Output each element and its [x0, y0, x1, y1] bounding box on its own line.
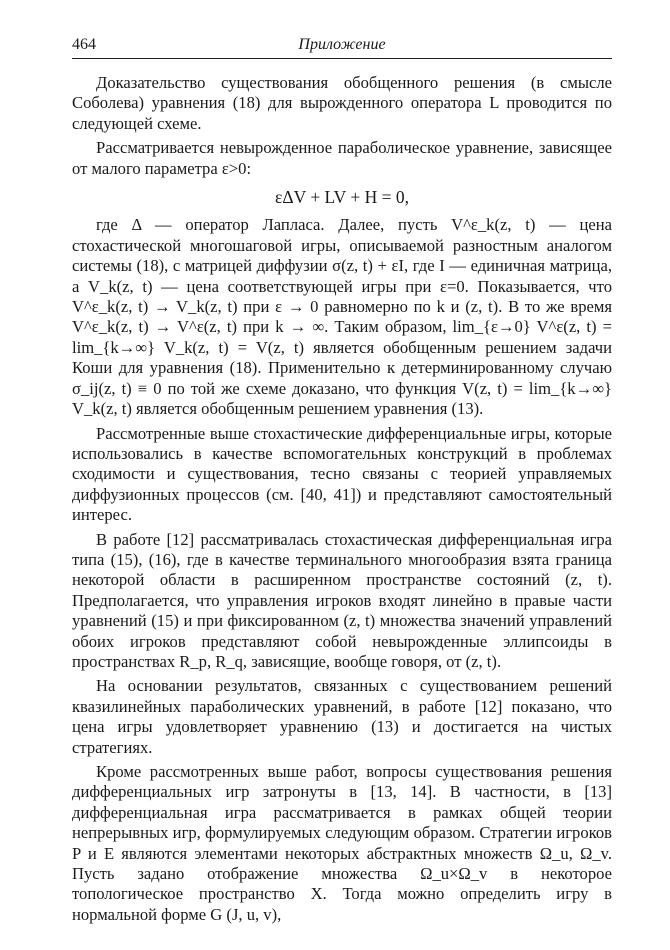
text-body — [72, 73, 612, 925]
paragraph-quasilinear: На основании результатов, связанных с существованием решений квазилинейных параболических уравнений, в работе [12] показано, что цена игры удовлетворяет уравнению (13) и достигается на чистых стратегиях. — [72, 676, 612, 757]
paragraph-stochastic-games: Рассмотренные выше стохастические дифференциальные игры, которые использовались в качестве вспомогательных конструкций в проблемах сходимости и существования, тесно связаны с теорией управляемых диффузионных процессов (см. [40, 41]) и представляют самостоятельный интерес. — [72, 423, 612, 525]
paragraph-parabolic-equation: Рассматривается невырожденное параболическое уравнение, зависящее от малого параметра ε>0: — [72, 138, 612, 178]
paragraph-work-12: В работе [12] рассматривалась стохастическая дифференциальная игра типа (15), (16), где в качестве терминального многообразия взята граница некоторой области в расширенном пространстве состояний (z, t). Предполагается, что управления игроков входят линейно в правые части уравнений (15) и при фиксированном (z, t) множества значений управлений обоих игроков представляют собой невырожденные эллипсоиды в пространствах R_p, R_q, зависящие, вообще говоря, от (z, t). — [72, 529, 612, 671]
display-formula: εΔV + LV + H = 0, — [275, 187, 409, 208]
paragraph-proof-scheme: Доказательство существования обобщенного решения (в смысле Соболева) уравнения (18) для вырожденного оператора L проводится по следующей схеме. — [72, 73, 612, 133]
paragraph-laplace-operator: где Δ — оператор Лапласа. Далее, пусть V^ε_k(z, t) — цена стохастической многошаговой игры, описываемой разностным аналогом системы (18), с матрицей диффузии σ(z, t) + εI, где I — единичная матрица, а V_k(z, t) — цена соответствующей игры при ε=0. Показывается, что V^ε_k(z, t) → V_k(z, t) при ε → 0 равномерно по k и (z, t). В то же время V^ε_k(z, t) → V^ε(z, t) при k → ∞. Таким образом, lim_{ε→0} V^ε(z, t) = lim_{k→∞} V_k(z, t) = V(z, t) является обобщенным решением задачи Коши для уравнения (18). Применительно к детерминированному случаю σ_ij(z, t) ≡ 0 по той же схеме доказано, что функция V(z, t) = lim_{k→∞} V_k(z, t) является обобщенным решением уравнения (13). — [72, 215, 612, 419]
page-header — [72, 34, 612, 59]
running-title: Приложение — [298, 36, 386, 53]
paragraph-existence: Кроме рассмотренных выше работ, вопросы существования решения дифференциальных игр затронуты в [13, 14]. В частности, в [13] дифференциальная игра рассматривается в рамках общей теории непрерывных игр, формулируемых следующим образом. Стратегии игроков P и E являются элементами некоторых абстрактных множеств Ω_u, Ω_v. Пусть задано отображение множества Ω_u×Ω_v в некоторое топологическое пространство X. Тогда можно определить игру в нормальной форме G (J, u, v), — [72, 762, 612, 924]
page-number: 464 — [72, 36, 96, 53]
